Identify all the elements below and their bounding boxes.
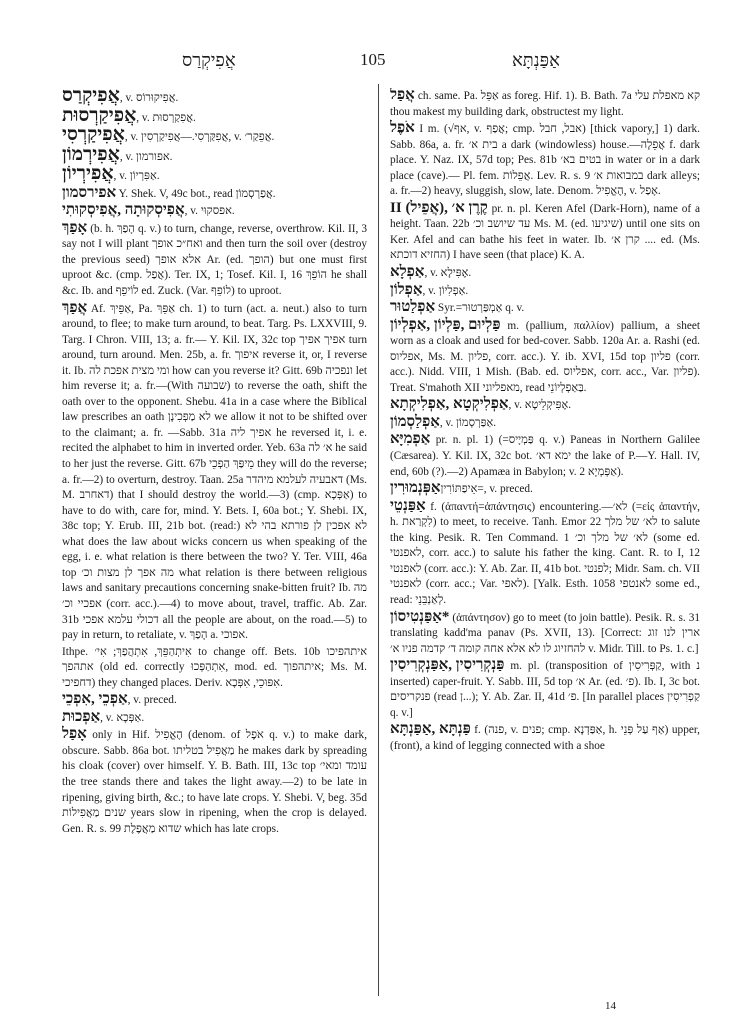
entry-headword: אֲפַךְ [62,299,88,316]
entry [390,499,700,609]
entry [62,124,367,146]
entry [62,203,367,220]
entry-text: Ithpe. אִיתְהַפֵּךְ, אִתְהֲפַךְ; אִי׳ to change off. Bets. 10b איתהפיכו אתהפך (old ed. correctly אִתְהַפְּכוּ, mod. ed. איתהפוך; Ms. M. דחפיכי) they changed places. Deriv. אִפּוּכֵי, אִפְּכָא. [62,645,367,689]
entry-text: , v. אֶפִּיקְלֵיטָא. [508,399,572,412]
entry [390,610,700,658]
entry [390,318,700,397]
entry-headword: אֲפִיקְרַס [62,88,120,106]
entry-text: Y. Shek. V, 49c bot., read אֲפַרְסְמוֹן. [118,187,276,200]
entry-headword: אָפַךְ [62,219,88,236]
entry-headword: אַפְּנְמוּרִין [390,480,441,497]
entry [62,88,367,107]
entry-headword: אַפְכוּת [62,708,101,725]
header-left-guide-word: אֲפִיקְרַס [182,50,236,70]
entry [390,88,700,120]
entry-text: f. (פנה, v. פנים; cmp. אַפַּדְנָא, h. אַף עַל פְּנֵי) upper, (front), a kind of legging connected with a shoe [390,724,700,752]
entry [390,201,700,264]
entry-headword: אֲפִיקַרְסִי [62,124,125,146]
entry-text: , v. אֶפִּילָא. [424,267,472,280]
entry-headword: אַפְכֵי ,אִפְכֵי [62,691,128,708]
entry-headword: אפירסמון [62,184,117,201]
entry-text: , v. אֲפִקַּרְסִי.—אֲפִיקַרְסִין, v. אֲפֵקַר׳. [124,131,275,144]
left-column [62,88,367,988]
entry-headword: אֲפַל [390,88,415,103]
entry-text: (ἀπάντησον) go to meet (to join battle). Pesik. R. s. 31 translating kadd'ma panav (Ps. XVII, 13). [Correct: ארין לנו זוג להחזיוג לו לא אלא אחה קומה ד׳ קדמה פניו א׳ v. Midr. Till. to Ps. 1. c.] [390,611,700,655]
entry [390,415,700,432]
column-divider [378,84,379,996]
entry [62,163,367,185]
entry-text: m. (pallium, παλλίον) pallium, a sheet worn as a cloak and used for bed-cover. Sabb. 120a Ar. a. Rashi (ed. אפליוס, Ms. M. פליון, corr. acc.). Y. ib. XVI, 15d top פליון (corr. acc.). Nidd. VIII, 1 Mish. (Bab. ed. אפליוס, corr. acc., Var. פליון). Treat. S'mahoth XII מאפליוני, read בַּאַפְלְיוֹנֵי. [390,319,700,394]
entry-text: , v. אַפִּרְיוֹן. [113,170,160,183]
entry-text: , v. אפורמון. [119,150,173,163]
entry [62,692,367,709]
entry [390,481,700,498]
page-number: 105 [360,50,386,69]
entry-headword: אֹפֶל [390,120,415,137]
entry-text: (b. h. הָפַךְ q. v.) to turn, change, reverse, overthrow. Kil. II, 3 say not I will plant ואח״כ אופך and then turn the soil over (destroy the previous seed) אלא אופך Ar. (ed. הופך) but one must first uproot &c. (cmp. אֲפַל). Ter. IX, 1; Tosef. Kil. I, 16 הוֹפֵךְ he shall &c. Ib. and לוֹיפֵף ed. Zuck. (Var. לוֹפֵף) to uproot. [62,222,367,298]
entry [62,301,367,644]
entry-headword: אַפְלַסְמוֹן [390,413,440,430]
entry-text: , v. אפסקוּי. [184,205,235,218]
entry-headword: פַּלְיוּם ,פַּלְיוֹן ,אַפְלְיוֹן [390,316,501,333]
entry-text: Syr.=אַמְפַּרְטוּר q. v. [437,302,525,315]
entry [62,186,367,203]
entry-text: , v. אַפְלִיוֹן. [422,284,469,297]
entry-headword: אַפְמִיָּא [390,431,431,448]
entry [390,432,700,480]
entry-headword: אַפְלַטוּר [390,299,436,316]
entry [390,283,700,300]
entry [390,658,700,721]
entry-headword: אֲפִירְמוֹן [62,143,120,165]
right-column [390,88,700,988]
entry [390,265,700,282]
entry-headword: אַפְלוֹן [390,281,423,298]
entry [390,397,700,414]
entry-text: pr. n. pl. 1) (=פַּמְיָיס q. v.) Paneas in Northern Galilee (Cæsarea). Y. Kil. IX, 32c bot. ימא דא׳ the lake of P.—Y. Hall. IV, end, 60b (?).—2) Apamæa in Babylon; v. אַפְּמְיָא 2). [390,434,700,478]
entry-headword: פַּנְתָּא ,אַפַּנְתָּא [390,721,471,738]
entry-headword: אֲפִירְיוֹן [62,163,114,185]
entry [62,710,367,727]
signature-mark: 14 [605,1000,616,1012]
entry-text: , v. preced. [127,694,177,707]
entry-text: f. (ἀπαντή=ἀπάντησις) encountering.—לא׳ (=εἰς ἀπαντήν, h. לִקְרַאת) to meet, to receive. Tanh. Emor 22 לא׳ של מלך to salute the king. Pesik. R. Ten Command. 1 לא׳ של מלך וכ׳ (some ed. לאפנטי, corr. acc.) to salute his father the king. Cant. R. to I, 12 לאפנטי (corr. acc.): Y. Ab. Zar. II, 41b bot. לפנטי; Midr. Sam. ch. VII לאפנטי (corr. acc.; Var. לאפי). [Yalk. Esth. 1058 לאנטפי some ed., read: לְאַנְבֵּנֵי. [390,500,700,606]
entry-headword: אֲפִיסְקוּתָה ,אֲפִיסְקוּתִי [62,202,185,219]
entry-text: only in Hif. הֶאֱפִיל (denom. of אֹפֶל q. v.) to make dark, obscure. Sabb. 86a bot. מַאֲפִיל בטליתו he makes dark by spreading his cloak (cover) over himself. Y. B. Bath. III, 13c top עומד ומאי׳ the tree stands there and takes the light away.—2) to be late in ripening, giving birth, &c.; to have late crops. Y. Shebi. V, beg. 35d שנים מַאֲפִילוֹת years slow in ripening, when the crop is delayed. Gen. R. s. 99 שדוא מַאֲפֶלֶת which has late crops. [62,729,367,835]
entry-text: אֵיפַתּוֹרִין=, v. preced. [440,483,533,496]
entry [62,221,367,300]
entry-headword: אַפַּנְטֵי [390,497,426,514]
entry-headword: אָפַל [62,726,87,743]
header-right-guide-word: אַפַּנְתָּא [512,50,560,70]
entry [390,121,700,200]
entry-text: m. pl. (transposition of קַפְּרִיסִין, with נ inserted) caper-fruit. Y. Sabb. III, 5d top א׳ Ar. (ed. פ׳). Ib. I, 3c bot. פנקריסים (read ן...); Y. Ab. Zar. II, 41d פ׳. [In parallel places קַפְרִיסִין q. v.] [390,660,700,719]
entry-headword: פַּנְקְרִיסִין ,אַפַּנְקְרִיסִין [390,657,505,674]
entry [62,727,367,837]
entry-text: pr. n. pl. Keren Afel (Dark-Horn), name of a height. Taan. 22b עד שיושב וכ׳ Ms. M. (ed. שיגיעו) until one sits on Ker. Afel and can bathe his feet in water. Ib. קרן א׳ .... ed. (Ms. החזיא דוכתא) I have seen (that place) K. A. [390,202,700,262]
page-header [0,50,750,74]
entry-text: Af. אַפֵּיךְ, Pa. אַפֵּךְ ch. 1) to turn (act. a. neut.) also to turn around, to flee; to make turn around, to beat. Targ. Ps. LXXVIII, 9. Targ. I Chron. VIII, 13; a. fr.— Y. Kil. IX, 32c top אפיך אפיך turn around, turn around. Men. 25b, a. fr. איפוך reverse it, or, I reverse it. Ib. ומי מצית אפכת לה how can you reverse it? Gitt. 69b ונפכיה let him reverse it; a. fr.—(With שבועה) to reverse the oath, shift the oath over to the opponent. Shebu. 41a in a case where the Biblical law prescribes an oath לא מַפְכִינָן we allow it not to be shifted over to the claimant; a. fr. —Sabb. 31a אפיך ליה he reversed it, i. e. recited the alphabet to him in inverted order. Yeb. 63a א׳ לה he said to her just the reverse. Gitt. 67b מֵיפַּךְ הַפְכֵי they will do the reverse; a. fr.—2) to overturn, destroy. Taan. 25a דאבעיה לעלמא מיהדר (Ms. M. דאחרב) that I should destroy the world.—3) (cmp. אַפְּכָא) to have to do with, care for, mind. Y. Bets. I, 60a bot.; Y. Shebi. IX, 38c top; Y. Erub. III, 21b bot. (read:) לא אפכין לן פורתא בהי לא what does the law about wicks concern us when speaking of the egg, i. e. what relation is there between the two? Y. Ter. VIII, 46a top מה אפך לן מצות וכ׳ what relation is there between religious laws and sanitary precautions concerning snake-bitten fruit? Ib. מה אפכיי וכ׳ (corr. acc.).—4) to move about, travel, traffic. Ab. Zar. 31b דכולי עלמא אפכי all the people are about, on the road.—5) to pay in return, to retaliate, v. הָפַךְ a. אפוכי. [62,302,367,642]
entry-text: I m. (√אף, v. אֲפַף; cmp. אבל, חבל) [thick vapory,] 1) dark. Sabb. 86a, a. fr. בית א׳ a dark (windowless) house.—אֲפֵלָה f. dark place. Y. Naz. IX, 57d top; Pes. 81b בטים בא׳ in water or in a dark place (cave).— Pl. fem. אֲפֵלוֹת. Lev. R. s. 9 במבואות א׳ dark alleys; a. fr.—2) heavy, sluggish, slow, late. Denom. הֶאֱפִיל, v. אָפַל. [390,123,700,198]
entry-text: , v. אַפְּכָא. [100,711,145,724]
entry-headword: קֶרֶן א׳ ,(אֲפֵיל) II [390,199,488,216]
entry-text: ch. same. Pa. אַפֵּל as foreg. Hif. 1). B. Bath. 7a קא מאפלת עלי thou makest my building dark, obstructest my light. [390,90,700,118]
entry [62,645,367,692]
entry-headword: אַפְלָא [390,264,425,281]
entry-text: , v. אַפַּרְסְמוֹן. [439,416,497,429]
entry-text: , v. אֲפִיקוּרוֹס. [119,92,179,104]
entry-text: , v. אֲפִקַרְסוּת. [136,111,196,124]
entry [390,722,700,754]
entry-headword: *אַפַּנְטִיסוֹן [390,608,450,625]
entry-headword: אַפְלִיקְטָא ,אַפְלִיקְתָא [390,396,509,413]
entry [390,300,700,317]
entry-headword: אֲפִיקַרְסוּת [62,104,137,126]
